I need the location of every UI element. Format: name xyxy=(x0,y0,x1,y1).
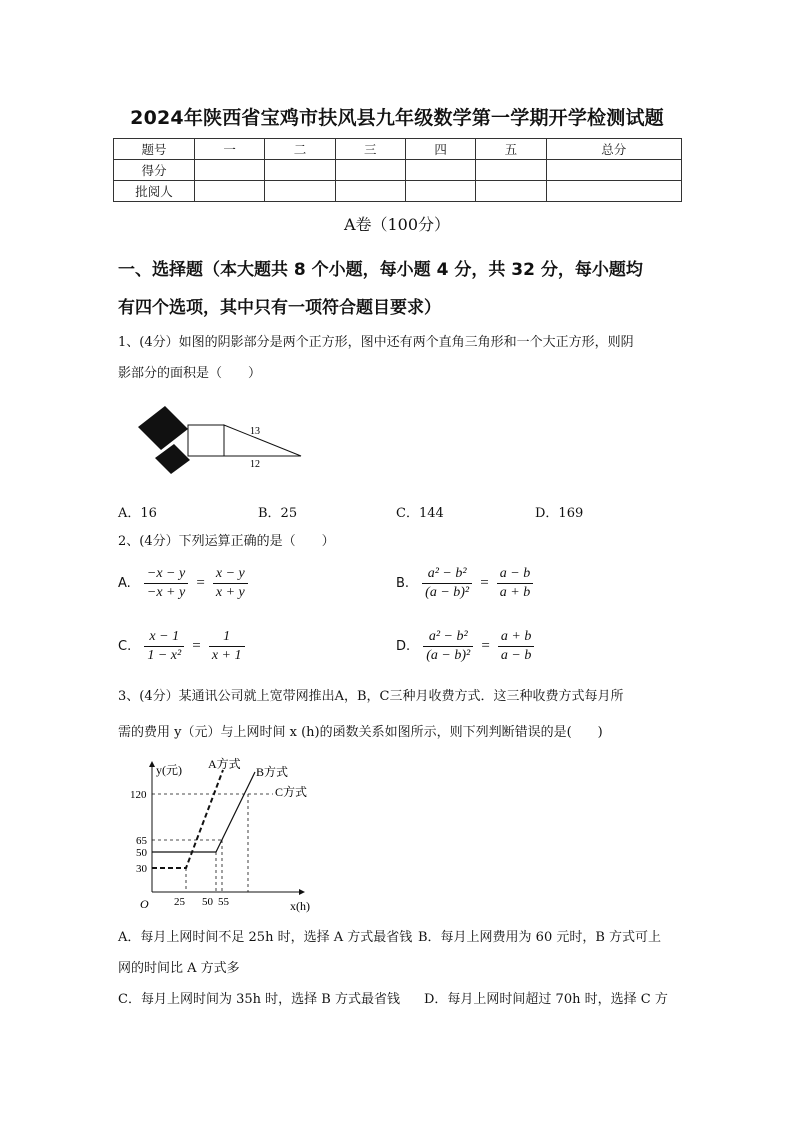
score-table xyxy=(113,138,682,202)
numerator: a − b xyxy=(497,566,533,584)
table-cell: 题号 xyxy=(114,139,195,160)
option-label: C. xyxy=(118,639,132,654)
q2-option-a xyxy=(118,566,248,601)
table-cell xyxy=(546,181,681,202)
fraction-right xyxy=(213,566,248,601)
denominator: a − b xyxy=(500,648,532,663)
x-tick: 25 xyxy=(174,896,185,908)
series-b-label: B方式 xyxy=(256,765,289,779)
table-cell xyxy=(476,181,546,202)
page-title: 2024年陕西省宝鸡市扶风县九年级数学第一学期开学检测试题 xyxy=(130,107,664,129)
shaded-square-large xyxy=(138,406,188,450)
origin-label: O xyxy=(140,897,149,911)
big-square xyxy=(188,425,224,456)
fraction-right xyxy=(209,629,245,664)
numerator: a² − b² xyxy=(423,629,473,647)
x-tick: 55 xyxy=(218,896,229,908)
table-cell: 得分 xyxy=(114,160,195,181)
q3-text-line1: 3、(4分）某通讯公司就上宽带网推出A，B，C三种月收费方式．这三种收费方式每月所 xyxy=(118,689,624,704)
numerator: a² − b² xyxy=(422,566,472,584)
option-label: A. xyxy=(118,576,131,591)
numerator: 1 xyxy=(209,629,245,647)
table-cell xyxy=(195,160,265,181)
numerator: −x − y xyxy=(144,566,188,584)
y-tick: 65 xyxy=(136,835,147,847)
option-label: B. xyxy=(396,576,410,591)
table-cell: 一 xyxy=(195,139,265,160)
table-cell xyxy=(405,160,475,181)
denominator: a + b xyxy=(499,585,531,600)
series-a-line xyxy=(152,770,223,868)
table-row xyxy=(114,139,682,160)
series-b-line xyxy=(152,772,255,852)
y-tick: 50 xyxy=(136,847,147,859)
q1-option-c: C．144 xyxy=(396,506,444,521)
fraction-left xyxy=(144,629,184,664)
table-row xyxy=(114,160,682,181)
q3-graph xyxy=(118,752,328,917)
equals-sign: = xyxy=(192,638,201,654)
equals-sign: = xyxy=(480,575,489,591)
q2-option-d xyxy=(396,629,534,664)
q3-text-line2: 需的费用 y（元）与上网时间 x (h)的函数关系如图所示，则下列判断错误的是( ) xyxy=(118,725,603,740)
q3-option-c: C．每月上网时间为 35h 时，选择 B 方式最省钱 xyxy=(118,992,400,1007)
table-cell xyxy=(195,181,265,202)
q1-option-a: A．16 xyxy=(118,506,157,521)
table-cell xyxy=(546,160,681,181)
denominator: (a − b)² xyxy=(425,585,470,600)
fraction-right xyxy=(497,566,533,601)
denominator: −x + y xyxy=(146,585,186,600)
y-axis-label: y(元) xyxy=(156,763,182,777)
equals-sign: = xyxy=(481,638,490,654)
q2-text: 2、(4分）下列运算正确的是（ ） xyxy=(118,534,335,549)
table-cell xyxy=(265,181,335,202)
numerator: x − y xyxy=(213,566,248,584)
label-hypotenuse: 13 xyxy=(250,426,260,437)
q3-option-b-cont: 网的时间比 A 方式多 xyxy=(118,961,240,976)
fraction-right xyxy=(498,629,534,664)
fraction-left xyxy=(423,629,473,664)
table-cell: 总分 xyxy=(546,139,681,160)
q3-option-d: D．每月上网时间超过 70h 时，选择 C 方 xyxy=(424,992,668,1007)
q1-text-line1: 1、(4分）如图的阴影部分是两个正方形，图中还有两个直角三角形和一个大正方形，则阴 xyxy=(118,335,634,350)
table-cell: 五 xyxy=(476,139,546,160)
denominator: x + 1 xyxy=(211,648,242,663)
x-axis-label: x(h) xyxy=(290,899,310,913)
table-cell: 三 xyxy=(335,139,405,160)
table-cell: 四 xyxy=(405,139,475,160)
table-cell xyxy=(335,160,405,181)
series-c-label: C方式 xyxy=(275,785,308,799)
fraction-left xyxy=(422,566,472,601)
q1-text-line2: 影部分的面积是（ ） xyxy=(118,366,262,381)
table-cell xyxy=(265,160,335,181)
table-cell xyxy=(335,181,405,202)
series-a-label: A方式 xyxy=(208,757,241,771)
table-cell: 二 xyxy=(265,139,335,160)
table-cell xyxy=(405,181,475,202)
right-triangle xyxy=(224,425,301,456)
option-label: D. xyxy=(396,639,411,654)
x-tick: 50 xyxy=(202,896,213,908)
q1-option-b: B．25 xyxy=(258,506,298,521)
table-row xyxy=(114,181,682,202)
q3-option-a: A．每月上网时间不足 25h 时，选择 A 方式最省钱 xyxy=(118,930,413,945)
y-tick: 120 xyxy=(130,789,147,801)
denominator: (a − b)² xyxy=(426,648,471,663)
q1-figure xyxy=(130,400,310,480)
q1-option-d: D．169 xyxy=(535,506,584,521)
equals-sign: = xyxy=(196,575,205,591)
q2-option-c xyxy=(118,629,245,664)
table-cell: 批阅人 xyxy=(114,181,195,202)
table-cell xyxy=(476,160,546,181)
denominator: 1 − x² xyxy=(147,648,182,663)
numerator: x − 1 xyxy=(144,629,184,647)
q3-option-b: B．每月上网费用为 60 元时，B 方式可上 xyxy=(418,930,662,945)
q2-option-b xyxy=(396,566,533,601)
y-tick: 30 xyxy=(136,863,147,875)
denominator: x + y xyxy=(215,585,245,600)
part1-heading-line2: 有四个选项，其中只有一项符合题目要求） xyxy=(118,298,441,318)
part1-heading-line1: 一、选择题（本大题共 8 个小题，每小题 4 分，共 32 分，每小题均 xyxy=(118,260,643,280)
label-base: 12 xyxy=(250,459,260,470)
section-a-heading: A卷（100分） xyxy=(343,215,451,234)
fraction-left xyxy=(144,566,188,601)
numerator: a + b xyxy=(498,629,534,647)
